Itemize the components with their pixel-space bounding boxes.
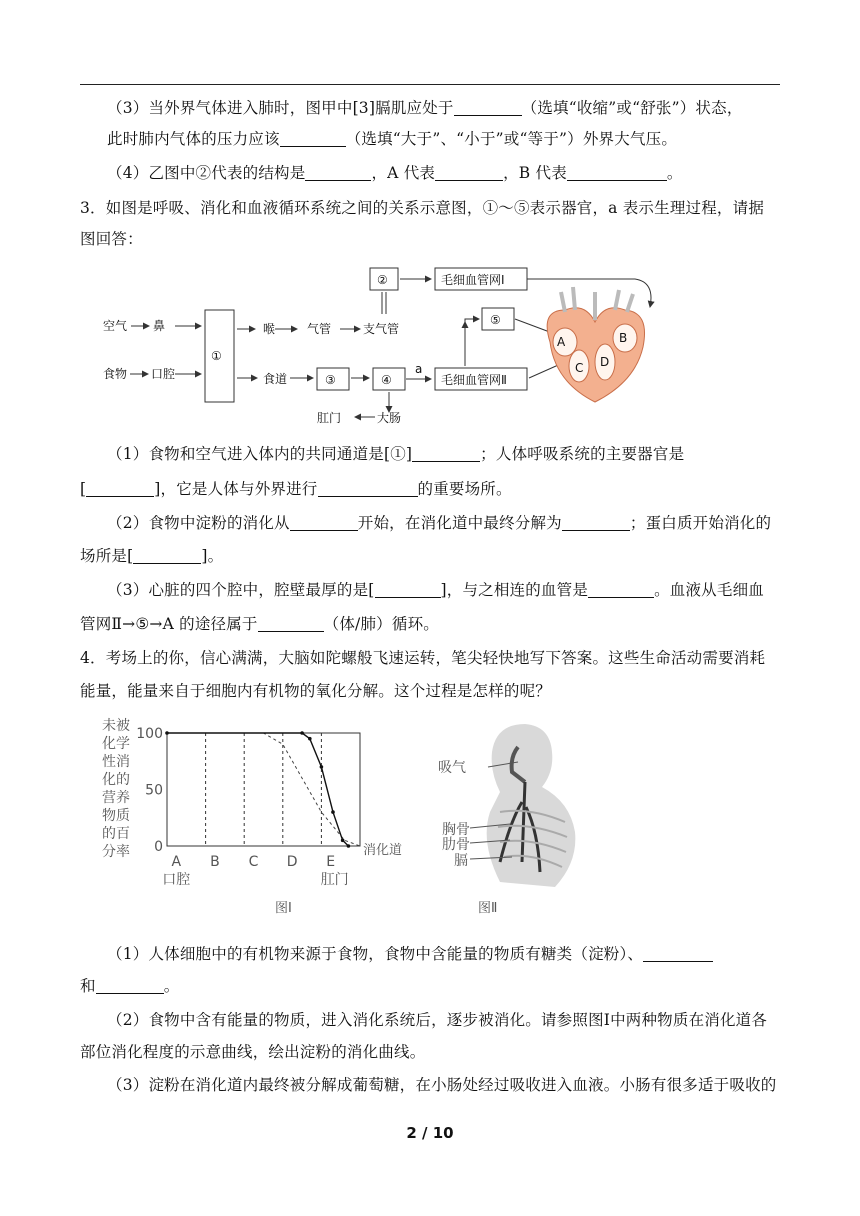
label-diaphragm: 膈 bbox=[454, 853, 468, 869]
q4-part2-line2: 部位消化程度的示意曲线，绘出淀粉的消化曲线。 bbox=[80, 1043, 426, 1061]
answer-blank[interactable] bbox=[562, 515, 630, 531]
q3-stem-line2: 图回答： bbox=[80, 230, 143, 248]
digestion-respiration-diagram bbox=[95, 262, 665, 432]
heart-label-a: A bbox=[557, 335, 566, 349]
y-axis-label: 未被化学性消化的营养物质的百分率 bbox=[102, 718, 130, 860]
answer-blank[interactable] bbox=[375, 582, 441, 598]
label-air: 空气 bbox=[103, 319, 128, 333]
heart-label-b: B bbox=[619, 331, 628, 345]
q2-part3-line2: 此时肺内气体的压力应该 （选填“大于”、“小于”或“等于”）外界大气压。 bbox=[107, 130, 678, 148]
label-a: a bbox=[415, 362, 423, 376]
label-cap2: 毛细血管网Ⅱ bbox=[441, 373, 507, 387]
q3-part1-line1: （1）食物和空气进入体内的共同通道是[①] ；人体呼吸系统的主要器官是 bbox=[107, 445, 685, 463]
q3-part3-line2: 管网Ⅱ→⑤→A 的途径属于 （体/肺）循环。 bbox=[80, 615, 439, 633]
series-point bbox=[320, 765, 324, 769]
x-tick-label: B bbox=[210, 854, 220, 870]
label-throat: 喉 bbox=[263, 322, 276, 336]
q3-part1-line2: [ ]，它是人体与外界进行 的重要场所。 bbox=[80, 480, 512, 498]
label-organ4: ④ bbox=[381, 373, 392, 387]
x-tick-note: 口腔 bbox=[162, 872, 191, 888]
chart-title: 图Ⅰ bbox=[275, 901, 292, 916]
label-nose: 鼻 bbox=[153, 319, 166, 333]
label-anus: 肛门 bbox=[317, 411, 342, 425]
answer-blank[interactable] bbox=[280, 131, 346, 147]
series-point bbox=[165, 731, 169, 735]
label-organ3: ③ bbox=[325, 373, 336, 387]
label-mouth: 口腔 bbox=[151, 367, 176, 381]
breathing-figure bbox=[430, 712, 610, 922]
answer-blank[interactable] bbox=[305, 165, 371, 181]
answer-blank[interactable] bbox=[133, 548, 201, 564]
x-tick-label: A bbox=[171, 854, 182, 870]
digestion-chart bbox=[95, 712, 425, 922]
label-rib: 肋骨 bbox=[442, 837, 470, 853]
label-organ1: ① bbox=[211, 349, 222, 363]
answer-blank[interactable] bbox=[412, 446, 480, 462]
answer-blank[interactable] bbox=[258, 616, 324, 632]
answer-blank[interactable] bbox=[290, 515, 358, 531]
label-inhale: 吸气 bbox=[438, 760, 466, 776]
answer-blank[interactable] bbox=[567, 165, 667, 181]
x-tick-label: E bbox=[326, 854, 336, 870]
q4-part1-line1: （1）人体细胞中的有机物来源于食物，食物中含能量的物质有糖类（淀粉）、 bbox=[107, 942, 713, 964]
x-tick-label: D bbox=[286, 854, 298, 870]
q4-stem-line2: 能量，能量来自于细胞内有机物的氧化分解。这个过程是怎样的呢？ bbox=[80, 682, 552, 700]
label-large-intestine: 大肠 bbox=[377, 411, 402, 425]
label-trachea: 气管 bbox=[307, 322, 332, 336]
x-axis-label: 消化道 bbox=[363, 843, 403, 858]
answer-blank[interactable] bbox=[435, 165, 503, 181]
series-point bbox=[341, 839, 345, 843]
page-number: 2 / 10 bbox=[406, 1124, 454, 1142]
series-point bbox=[308, 737, 312, 741]
plot-frame bbox=[167, 733, 360, 846]
label-sternum: 胸骨 bbox=[442, 822, 470, 838]
q3-part2-line2: 场所是[ ]。 bbox=[80, 547, 224, 565]
label-bronchi: 支气管 bbox=[363, 322, 400, 336]
label-organ2: ② bbox=[377, 273, 388, 287]
label-organ5: ⑤ bbox=[490, 313, 501, 327]
series-line-dashed bbox=[167, 733, 360, 846]
answer-blank[interactable] bbox=[318, 481, 418, 497]
series-point bbox=[347, 844, 351, 848]
answer-blank[interactable] bbox=[454, 100, 522, 116]
y-tick-label: 50 bbox=[145, 782, 163, 799]
q4-part1-line2: 和 。 bbox=[80, 977, 180, 995]
q4-part2-line1: （2）食物中含有能量的物质，进入消化系统后，逐步被消化。请参照图Ⅰ中两种物质在消化道各 bbox=[107, 1011, 768, 1029]
label-esophagus: 食道 bbox=[263, 372, 288, 386]
q3-stem-line1: 3．如图是呼吸、消化和血液循环系统之间的关系示意图，①～⑤表示器官，a 表示生理过程，请据 bbox=[80, 199, 765, 217]
q3-part3-line1: （3）心脏的四个腔中，腔壁最厚的是[ ]，与之相连的血管是 。血液从毛细血 bbox=[107, 581, 764, 599]
y-tick-label: 100 bbox=[136, 726, 163, 742]
header-rule bbox=[80, 84, 780, 85]
answer-blank[interactable] bbox=[86, 481, 154, 497]
x-tick-label: C bbox=[248, 854, 259, 870]
figure2-caption: 图Ⅱ bbox=[478, 901, 498, 916]
answer-blank[interactable] bbox=[643, 946, 713, 962]
q4-part3-line1: （3）淀粉在消化道内最终被分解成葡萄糖，在小肠处经过吸收进入血液。小肠有很多适于吸收的 bbox=[107, 1076, 777, 1094]
q3-part2-line1: （2）食物中淀粉的消化从 开始，在消化道中最终分解为 ；蛋白质开始消化的 bbox=[107, 514, 772, 532]
label-cap1: 毛细血管网Ⅰ bbox=[441, 273, 505, 287]
label-food: 食物 bbox=[103, 367, 128, 381]
x-tick-note: 肛门 bbox=[320, 872, 349, 888]
q4-stem-line1: 4．考场上的你，信心满满，大脑如陀螺般飞速运转，笔尖轻快地写下答案。这些生命活动需要消耗 bbox=[80, 649, 766, 667]
y-tick-label: 0 bbox=[154, 839, 163, 855]
answer-blank[interactable] bbox=[96, 978, 164, 994]
heart-label-c: C bbox=[575, 361, 584, 375]
series-point bbox=[300, 731, 304, 735]
answer-blank[interactable] bbox=[588, 582, 654, 598]
q2-part3-line1: （3）当外界气体进入肺时，图甲中[3]膈肌应处于 （选填“收缩”或“舒张”）状态， bbox=[107, 99, 743, 117]
q2-part4: （4）乙图中②代表的结构是 ，A 代表 ，B 代表 。 bbox=[107, 164, 683, 182]
series-point bbox=[331, 810, 335, 814]
heart-label-d: D bbox=[600, 355, 610, 369]
